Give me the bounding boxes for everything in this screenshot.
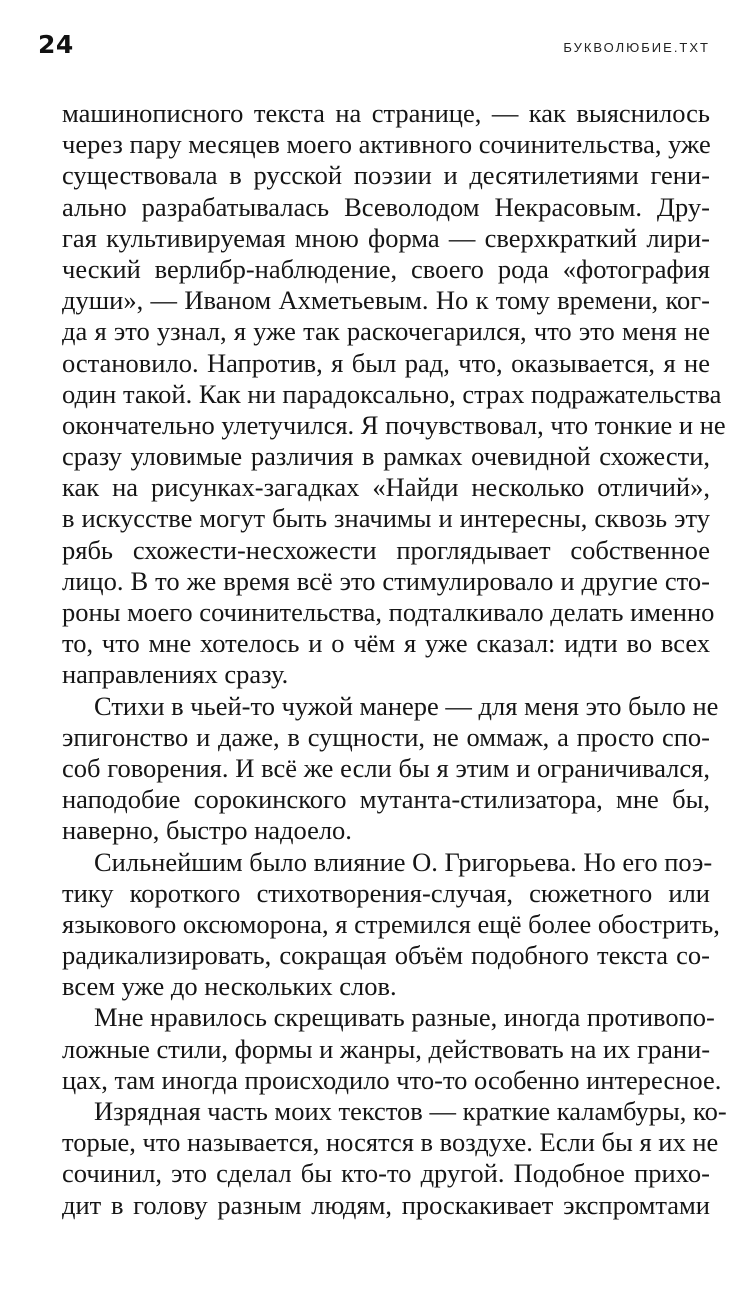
text-line: в искусстве могут быть значимы и интересны, сквозь эту bbox=[62, 503, 710, 534]
text-line: то, что мне хотелось и о чём я уже сказал: идти во всех bbox=[62, 628, 710, 659]
text-line: гая культивируемая мною форма — сверхкраткий лири- bbox=[62, 222, 710, 253]
paragraph bbox=[62, 1096, 727, 1221]
text-line: роны моего сочинительства, подталкивало делать именно bbox=[62, 597, 715, 627]
text-line: направлениях сразу. bbox=[62, 659, 289, 690]
text-line: Изрядная часть моих текстов — краткие каламбуры, ко- bbox=[94, 1096, 727, 1126]
text-line: ально разрабатывалась Всеволодом Некрасовым. Дру- bbox=[62, 191, 710, 222]
text-line: наверно, быстро надоело. bbox=[62, 815, 352, 846]
paragraph bbox=[62, 1002, 722, 1096]
text-line: сочинил, это сделал бы кто-то другой. Подобное прихо- bbox=[62, 1158, 710, 1189]
text-line: окончательно улетучился. Я почувствовал, что тонкие и не bbox=[62, 409, 726, 440]
text-line: существовала в русской поэзии и десятилетиями гени- bbox=[62, 160, 710, 191]
text-line: наподобие сорокинского мутанта-стилизатора, мне бы, bbox=[62, 784, 710, 815]
text-line: цах, там иногда происходило что-то особенно интересное. bbox=[62, 1064, 722, 1095]
text-line: радикализировать, сокращая объём подобного текста со- bbox=[62, 940, 710, 971]
text-line: души», — Иваном Ахметьевым. Но к тому времени, ког- bbox=[62, 285, 710, 316]
paragraph bbox=[62, 846, 720, 1003]
paragraph bbox=[62, 98, 726, 691]
text-line: рябь схожести-несхожести проглядывает собственное bbox=[62, 534, 710, 565]
text-line: всем уже до нескольких слов. bbox=[62, 971, 397, 1002]
text-line: тику короткого стихотворения-случая, сюжетного или bbox=[62, 877, 710, 908]
text-line: ческий верлибр-наблюдение, своего рода «фотография bbox=[62, 253, 710, 284]
text-line: Стихи в чьей-то чужой манере — для меня это было не bbox=[94, 690, 719, 721]
running-title: БУКВОЛЮБИЕ.ТХТ bbox=[563, 40, 710, 55]
page-number: 24 bbox=[38, 30, 74, 59]
text-line: через пару месяцев моего активного сочинительства, уже bbox=[62, 129, 711, 160]
text-line: да я это узнал, я уже так раскочегарился, что это меня не bbox=[62, 316, 710, 347]
text-line: ложные стили, формы и жанры, действовать на их грани- bbox=[62, 1033, 711, 1064]
text-line: остановило. Напротив, я был рад, что, оказывается, я не bbox=[62, 347, 710, 378]
text-line: языкового оксюморона, я стремился ещё более обострить, bbox=[62, 908, 720, 939]
text-line: как на рисунках-загадках «Найди несколько отличий», bbox=[62, 472, 710, 503]
text-line: машинописного текста на странице, — как выяснилось bbox=[62, 98, 710, 128]
text-line: сразу уловимые различия в рамках очевидной схожести, bbox=[62, 441, 710, 472]
text-line: дит в голову разным людям, проскакивает экспромтами bbox=[62, 1189, 710, 1220]
text-line: торые, что называется, носятся в воздухе. Если бы я их не bbox=[62, 1127, 719, 1158]
text-line: Сильнейшим было влияние О. Григорьева. Но его поэ- bbox=[94, 846, 713, 877]
text-line: соб говорения. И всё же если бы я этим и ограничивался, bbox=[62, 752, 710, 783]
body-text bbox=[62, 98, 727, 1221]
text-line: Мне нравилось скрещивать разные, иногда противопо- bbox=[94, 1002, 715, 1033]
paragraph bbox=[62, 690, 719, 847]
text-line: лицо. В то же время всё это стимулировало и другие сто- bbox=[62, 565, 710, 596]
text-line: один такой. Как ни парадоксально, страх подражательства bbox=[62, 378, 722, 409]
text-line: эпигонство и даже, в сущности, не оммаж, а просто спо- bbox=[62, 721, 710, 752]
